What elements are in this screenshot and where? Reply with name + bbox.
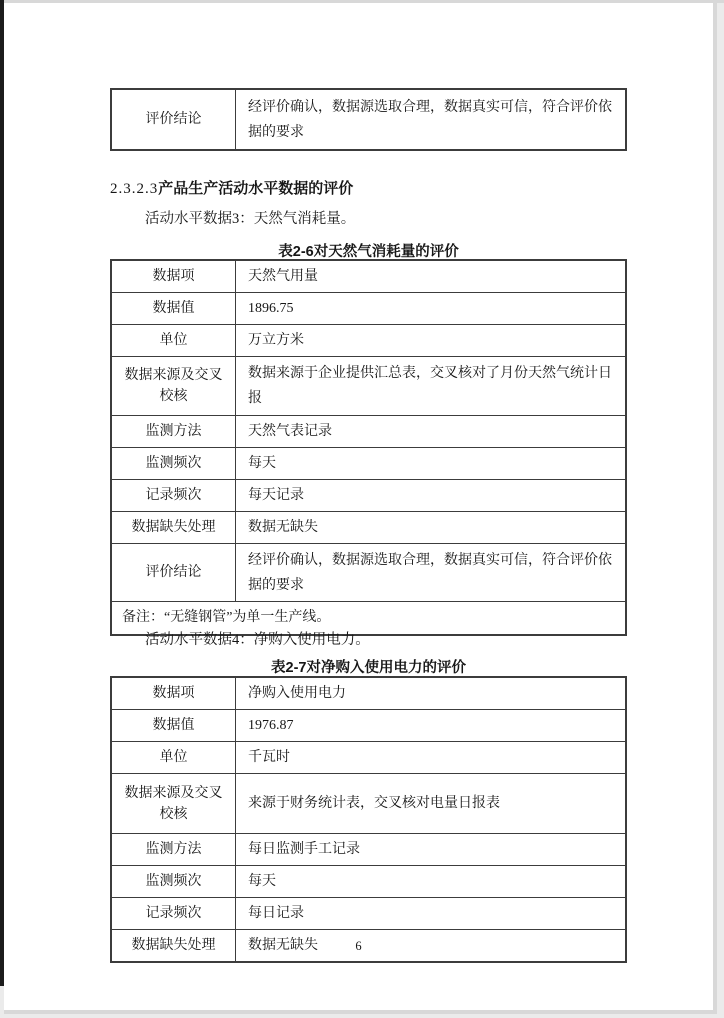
- row-label-cell: 数据值: [111, 293, 236, 325]
- row-label-cell: 数据缺失处理: [111, 512, 236, 544]
- row-label-cell: 数据项: [111, 677, 236, 710]
- activity-data-4-intro: 活动水平数据4：净购入使用电力。: [145, 632, 370, 648]
- table-2-7-caption: 表2-7对净购入使用电力的评价: [271, 660, 466, 676]
- row-value-cell: 1896.75: [236, 293, 627, 325]
- row-value-cell: 净购入使用电力: [236, 677, 627, 710]
- row-label-cell: 数据缺失处理: [111, 930, 236, 963]
- row-value-cell: 数据无缺失: [236, 512, 627, 544]
- table-2-6: [110, 259, 627, 636]
- row-value-cell: 万立方米: [236, 325, 627, 357]
- row-label-cell: 监测方法: [111, 834, 236, 866]
- table-row: [111, 710, 626, 742]
- row-label-cell: 评价结论: [111, 89, 236, 150]
- row-value-cell: 经评价确认，数据源选取合理，数据真实可信，符合评价依据的要求: [236, 544, 627, 602]
- table-row: [111, 742, 626, 774]
- row-value-cell: 千瓦时: [236, 742, 627, 774]
- table-row: [111, 325, 626, 357]
- row-value-cell: 数据无缺失: [236, 930, 627, 963]
- row-label-cell: 监测频次: [111, 866, 236, 898]
- row-label-cell: 单位: [111, 325, 236, 357]
- activity-data-3-intro: 活动水平数据3：天然气消耗量。: [145, 211, 356, 227]
- row-label-cell: 数据来源及交叉校核: [111, 357, 236, 416]
- row-label-cell: 记录频次: [111, 898, 236, 930]
- table-2-6-caption: 表2-6对天然气消耗量的评价: [278, 244, 459, 260]
- table-row: [111, 898, 626, 930]
- row-value-cell: 1976.87: [236, 710, 627, 742]
- row-value-cell: 经评价确认，数据源选取合理，数据真实可信，符合评价依据的要求: [236, 89, 627, 150]
- section-title: 产品生产活动水平数据的评价: [158, 180, 354, 197]
- table-row: [111, 260, 626, 293]
- table-row: [111, 834, 626, 866]
- row-label-cell: 监测方法: [111, 416, 236, 448]
- row-value-cell: 天然气表记录: [236, 416, 627, 448]
- row-label-cell: 监测频次: [111, 448, 236, 480]
- row-value-cell: 来源于财务统计表，交叉核对电量日报表: [236, 774, 627, 834]
- page-right-edge: [713, 3, 717, 1014]
- table-row: [111, 544, 626, 602]
- section-heading: [110, 177, 353, 198]
- row-value-cell: 天然气用量: [236, 260, 627, 293]
- row-value-cell: 数据来源于企业提供汇总表，交叉核对了月份天然气统计日报: [236, 357, 627, 416]
- table-row: [111, 677, 626, 710]
- row-label-cell: 数据值: [111, 710, 236, 742]
- page-bottom-edge: [4, 1010, 717, 1014]
- table-row: [111, 774, 626, 834]
- table-row: [111, 357, 626, 416]
- previous-table-tail: [110, 88, 627, 151]
- row-value-cell: 每天记录: [236, 480, 627, 512]
- table-row: [111, 89, 626, 150]
- row-label-cell: 单位: [111, 742, 236, 774]
- table-note-cell: 备注：“无缝钢管”为单一生产线。: [111, 602, 626, 636]
- table-2-7: [110, 676, 627, 963]
- page-number: 6: [355, 939, 362, 953]
- document-page: [4, 3, 713, 1010]
- row-value-cell: 每日监测手工记录: [236, 834, 627, 866]
- table-row: [111, 448, 626, 480]
- row-value-cell: 每天: [236, 448, 627, 480]
- row-label-cell: 数据项: [111, 260, 236, 293]
- row-value-cell: 每日记录: [236, 898, 627, 930]
- row-label-cell: 记录频次: [111, 480, 236, 512]
- table-row: [111, 416, 626, 448]
- row-label-cell: 数据来源及交叉校核: [111, 774, 236, 834]
- row-value-cell: 每天: [236, 866, 627, 898]
- table-row: [111, 293, 626, 325]
- table-row: [111, 866, 626, 898]
- section-number: 2.3.2.3: [110, 181, 159, 197]
- table-row: [111, 512, 626, 544]
- row-label-cell: 评价结论: [111, 544, 236, 602]
- table-row: [111, 480, 626, 512]
